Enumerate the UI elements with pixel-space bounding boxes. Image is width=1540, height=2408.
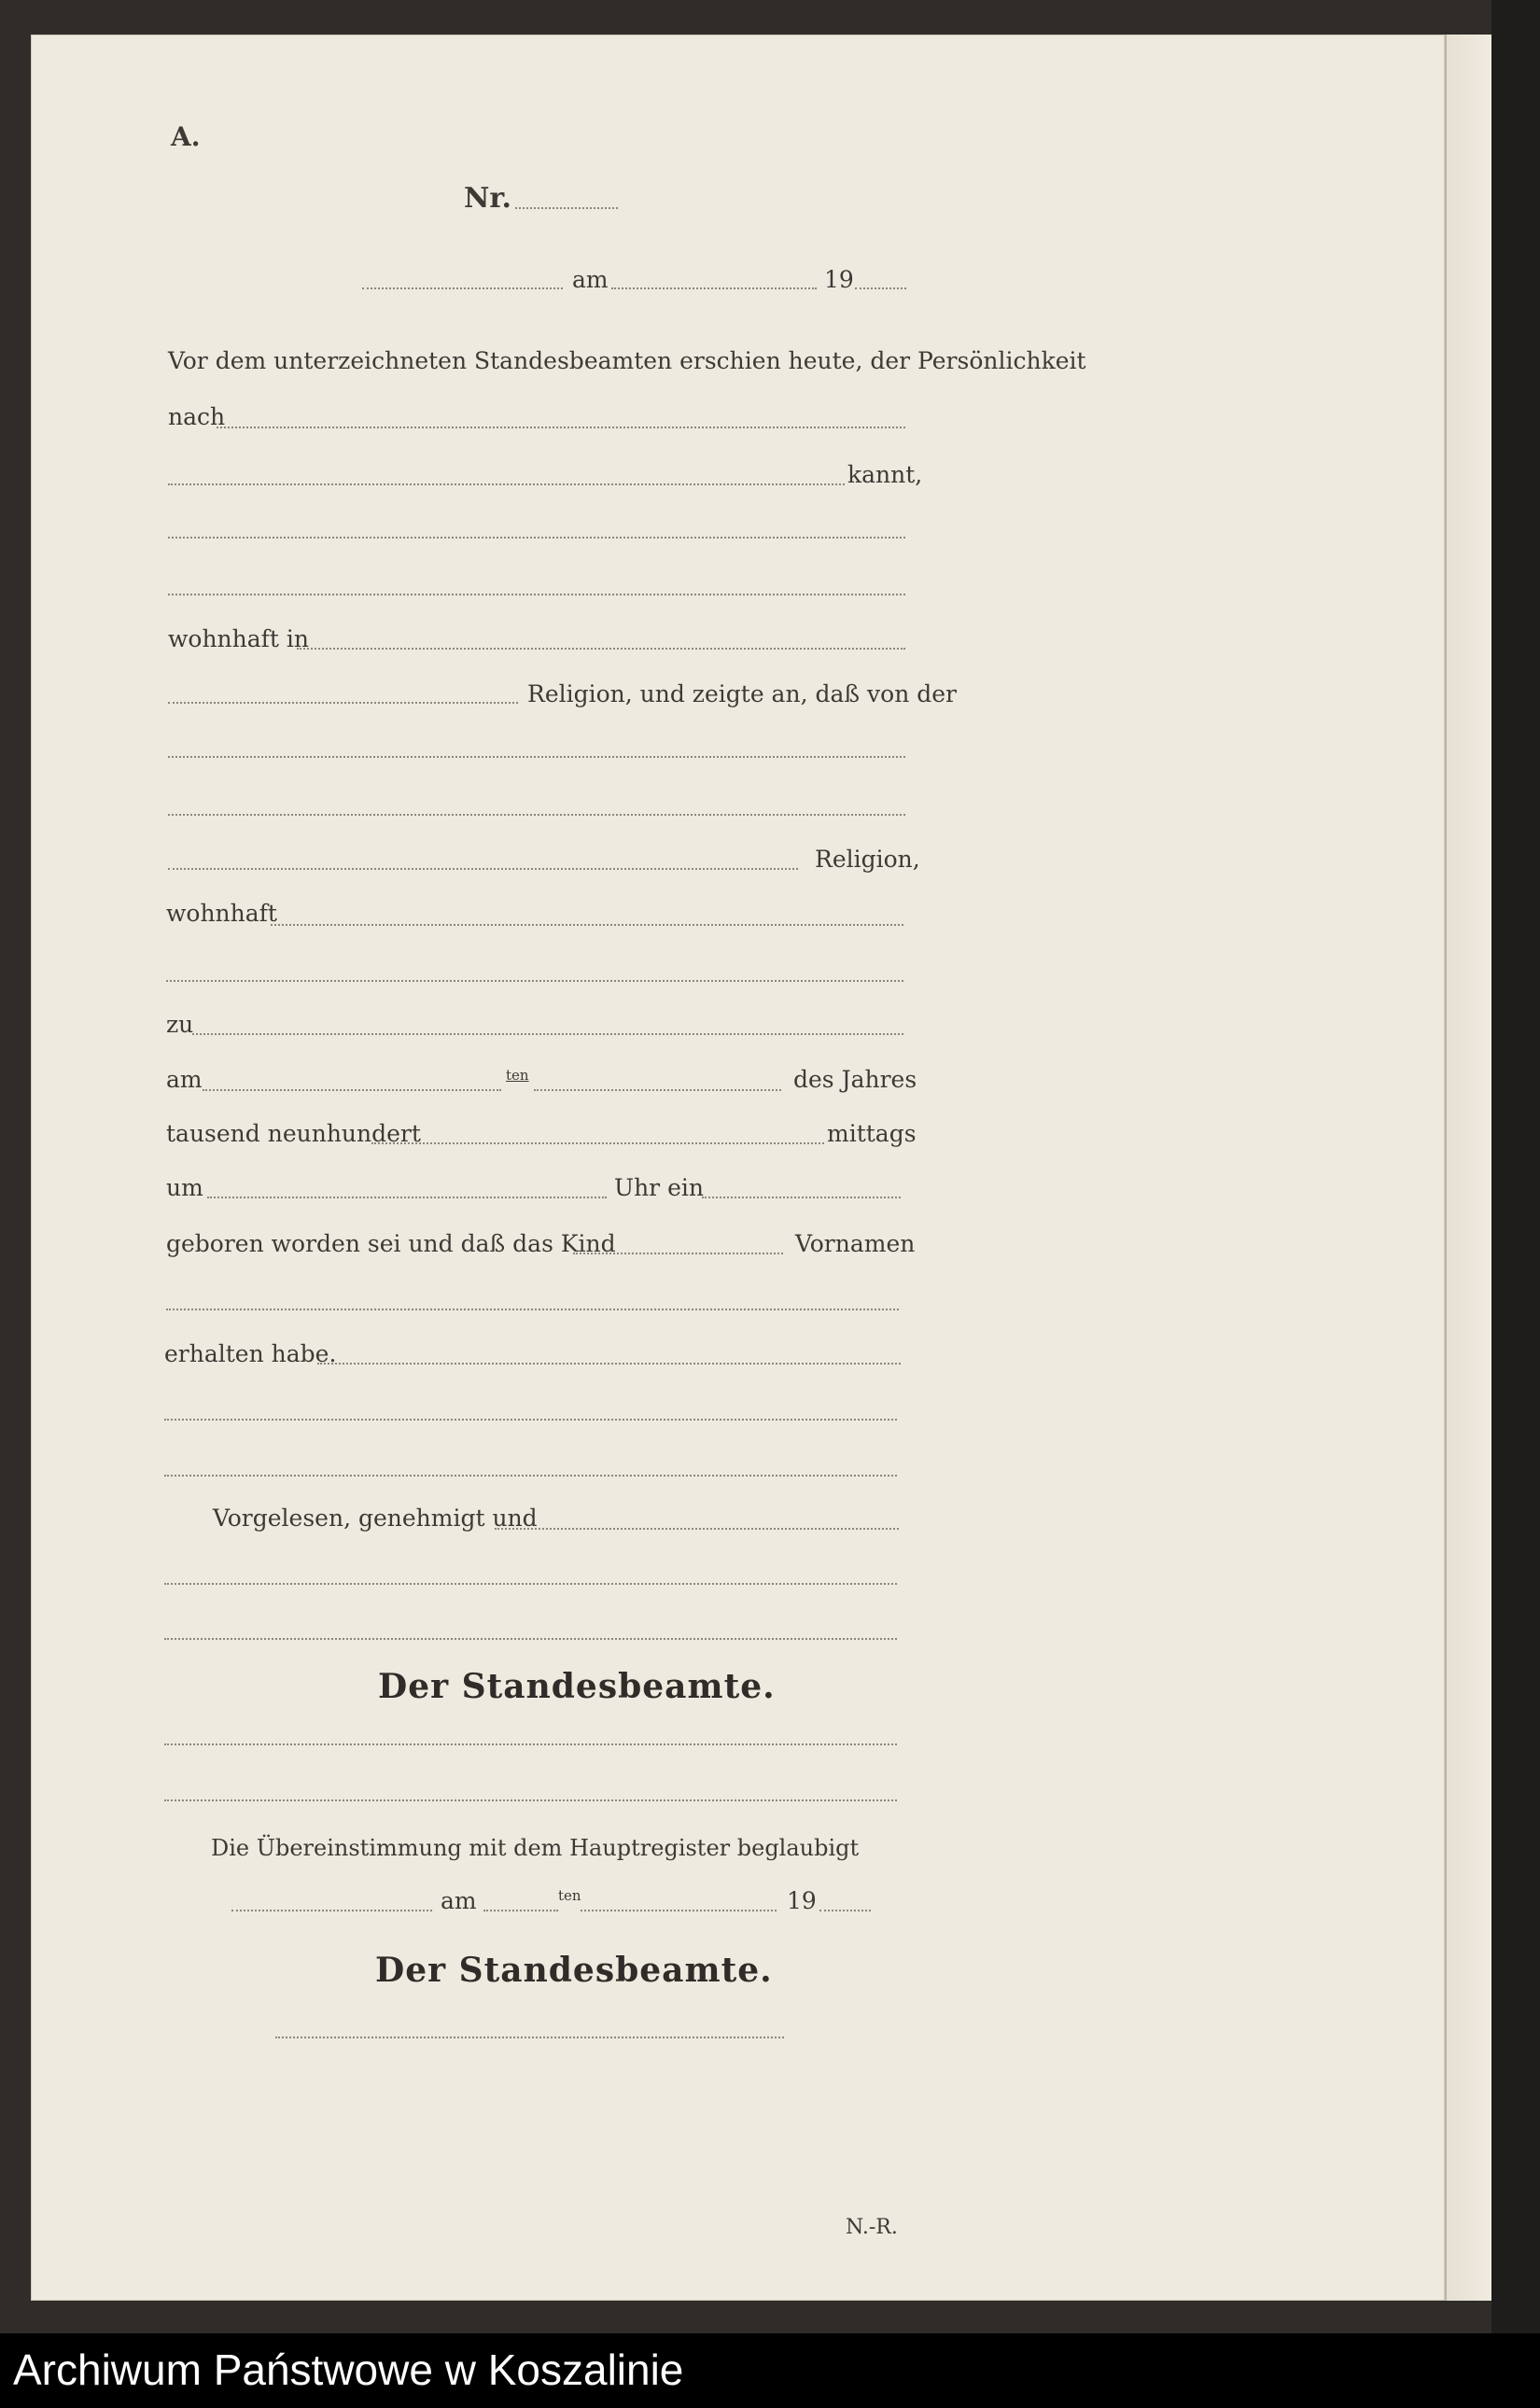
intro-line: Vor dem unterzeichneten Standesbeamten erschien heute, der Persönlichkeit [168,347,1086,374]
field-line-7 [166,980,903,982]
geboren-label: geboren worden sei und daß das Kind [166,1230,616,1257]
nach-field [217,427,905,428]
religion-field-2 [168,868,798,870]
hour-field [207,1197,607,1198]
wohnhaft-field [271,924,903,926]
uebereinstimmung-label: Die Übereinstimmung mit dem Hauptregister beglaubigt [211,1835,860,1861]
vorgelesen-label: Vorgelesen, genehmigt und [213,1505,538,1532]
religion-anzeige-label: Religion, und zeigte an, daß von der [527,680,957,707]
field-line-4 [168,594,905,595]
signature-line-1 [164,1583,897,1585]
scan-edge [1491,0,1540,2333]
erhalten-field [317,1363,901,1365]
year-words-field [371,1142,824,1144]
cert-day-field [483,1910,558,1911]
field-line-9 [164,1475,897,1477]
vornamen-field [166,1309,899,1310]
form-code: N.-R. [846,2216,898,2239]
cert-am-label: am [441,1887,477,1914]
cert-year-field [819,1910,871,1911]
wohnhaft-in-label: wohnhaft in [168,625,310,652]
signature-line-3 [164,1743,897,1745]
mittags-label: mittags [827,1120,917,1147]
gender-field [702,1197,901,1198]
nr-label: Nr. [464,182,511,215]
vorgelesen-field [495,1528,899,1530]
wohnhaft-in-field [297,648,905,650]
vornamen-label: Vornamen [795,1230,916,1257]
des-jahres-label: des Jahres [793,1066,917,1093]
kind-field [573,1253,783,1254]
field-line-2 [168,483,845,485]
cert-ten-suffix: ten [558,1887,581,1904]
ten-suffix: ten [506,1067,529,1084]
month-field [534,1089,781,1091]
final-signature-line [275,2037,784,2038]
field-line-3 [168,537,905,539]
form-letter: A. [171,121,201,152]
religion-label: Religion, [815,846,920,873]
date-field [611,287,817,289]
tausend-label: tausend neunhundert [166,1120,421,1147]
field-line-8 [164,1419,897,1421]
zu-label: zu [166,1011,194,1038]
standesbeamte-heading-2: Der Standesbeamte. [375,1951,773,1990]
signature-line-2 [164,1638,897,1640]
erhalten-label: erhalten habe. [164,1340,337,1367]
um-label: um [166,1174,203,1201]
wohnhaft-label: wohnhaft [166,900,277,927]
standesbeamte-heading-1: Der Standesbeamte. [378,1667,776,1706]
field-line-5 [168,756,905,758]
archive-name: Archiwum Państwowe w Koszalinie [13,2345,684,2394]
cert-year-prefix: 19 [787,1887,817,1914]
am-label: am [572,266,609,293]
religion-field-1 [168,702,518,704]
am-date-label: am [166,1066,203,1093]
day-field [203,1089,501,1091]
year-field [855,287,906,289]
signature-line-4 [164,1799,897,1801]
uhr-ein-label: Uhr ein [614,1174,704,1201]
page-fold [1445,35,1493,2301]
cert-place-field [231,1910,432,1911]
year-prefix: 19 [824,266,854,293]
cert-month-field [581,1910,777,1911]
kannt-label: kannt, [847,461,923,488]
nr-field [515,207,618,209]
field-line-6 [168,814,905,816]
place-field [362,287,563,289]
zu-field [192,1033,903,1035]
nach-label: nach [168,403,226,430]
